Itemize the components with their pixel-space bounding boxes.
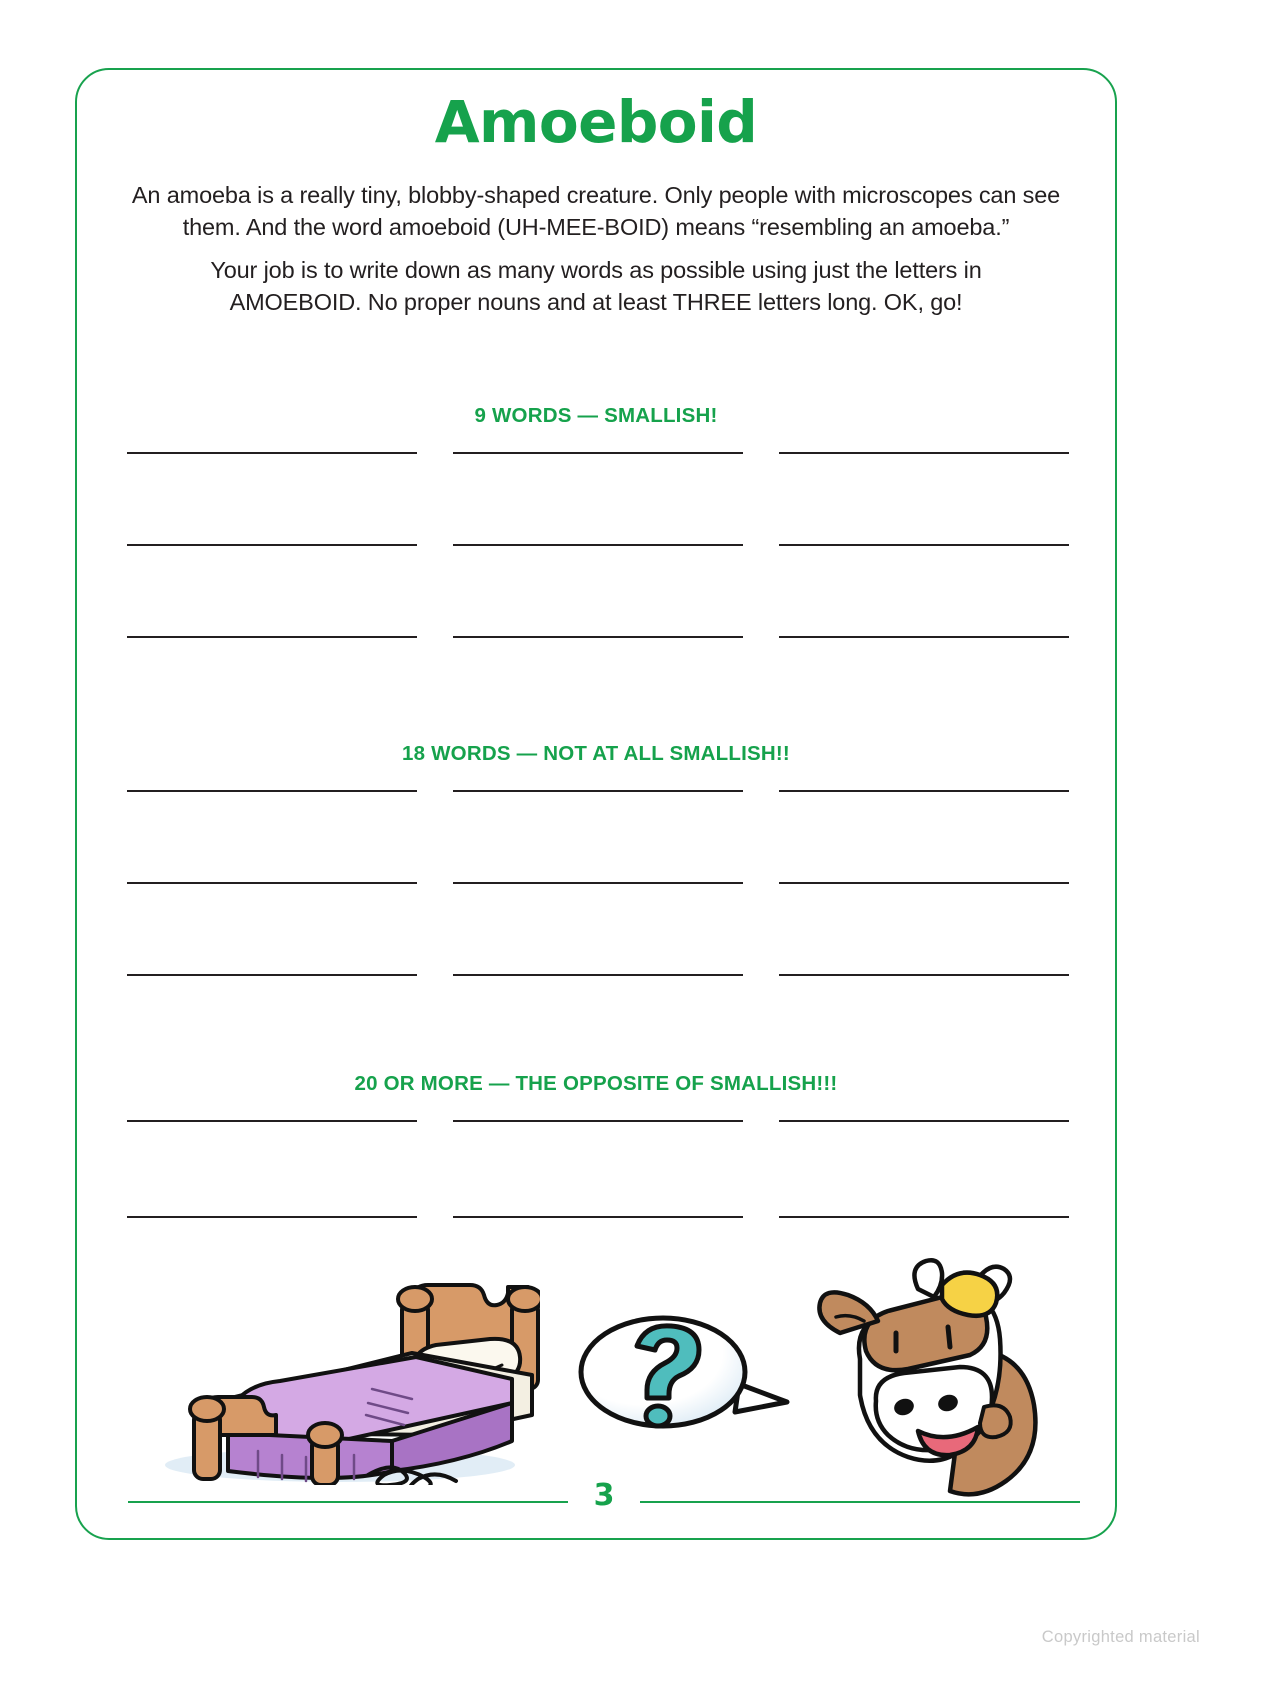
answer-line[interactable] (127, 1216, 417, 1218)
answer-line[interactable] (127, 790, 417, 792)
copyright-notice: Copyrighted material (1041, 1628, 1200, 1646)
answer-line[interactable] (779, 1216, 1069, 1218)
answer-line[interactable] (127, 974, 417, 976)
page-number: 3 (593, 1478, 615, 1513)
answer-line[interactable] (453, 790, 743, 792)
section-heading-3: 20 OR MORE — THE OPPOSITE OF SMALLISH!!! (354, 1072, 838, 1095)
speech-bubble-illustration (575, 1300, 795, 1450)
cow-illustration (800, 1255, 1050, 1505)
footer-rule-left (128, 1501, 568, 1503)
answer-line-row (127, 974, 1069, 1066)
answer-line[interactable] (453, 974, 743, 976)
intro-paragraph-2: Your job is to write down as many words as possible using just the letters in AMOEBOID. No proper nouns and at least THREE letters long. OK, go! (210, 257, 982, 315)
section-heading-2: 18 WORDS — NOT AT ALL SMALLISH!! (402, 742, 790, 765)
answer-line[interactable] (127, 544, 417, 546)
answer-line-row (127, 790, 1069, 882)
bed-illustration (140, 1265, 540, 1485)
illustration-group (120, 1255, 1060, 1505)
answer-line[interactable] (779, 974, 1069, 976)
answer-line[interactable] (453, 636, 743, 638)
answer-line[interactable] (779, 882, 1069, 884)
answer-line[interactable] (453, 882, 743, 884)
answer-line[interactable] (453, 1120, 743, 1122)
answer-line[interactable] (779, 790, 1069, 792)
section-heading-1: 9 WORDS — SMALLISH! (474, 404, 718, 427)
answer-line[interactable] (127, 452, 417, 454)
answer-lines-2 (127, 790, 1069, 1066)
answer-line[interactable] (779, 544, 1069, 546)
answer-line-row (127, 882, 1069, 974)
answer-line[interactable] (779, 452, 1069, 454)
answer-line[interactable] (127, 636, 417, 638)
answer-line-row (127, 636, 1069, 728)
footer-rule-right (640, 1501, 1080, 1503)
answer-line[interactable] (127, 1120, 417, 1122)
answer-line-row (127, 544, 1069, 636)
answer-lines-1 (127, 452, 1069, 728)
answer-line[interactable] (453, 452, 743, 454)
answer-line[interactable] (453, 544, 743, 546)
answer-line-row (127, 1120, 1069, 1216)
intro-paragraph-1: An amoeba is a really tiny, blobby-shaped creature. Only people with microscopes can see them. And the word amoeboid (UH-MEE-BOID) means “resembling an amoeba.” (131, 182, 1061, 240)
intro-text (112, 180, 1080, 318)
page-title: Amoeboid (434, 88, 758, 156)
answer-line[interactable] (453, 1216, 743, 1218)
answer-line[interactable] (779, 1120, 1069, 1122)
answer-line[interactable] (127, 882, 417, 884)
answer-line[interactable] (779, 636, 1069, 638)
answer-line-row (127, 452, 1069, 544)
